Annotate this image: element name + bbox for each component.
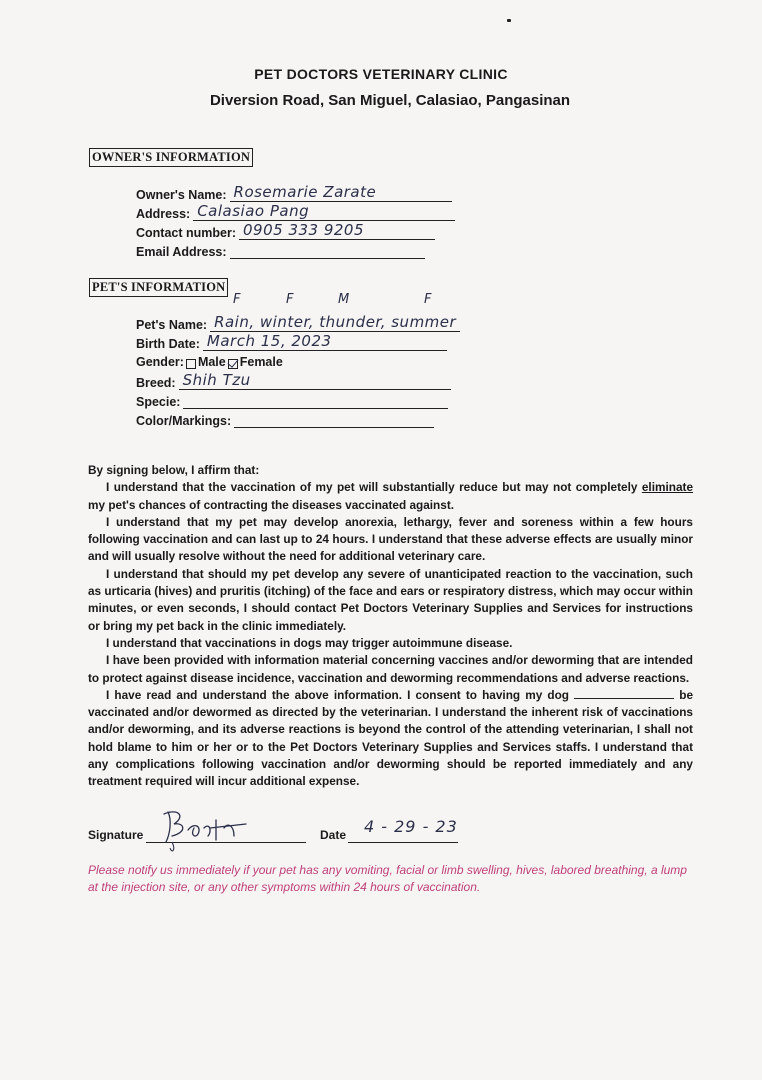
pet-specie-label: Specie: [136,395,181,409]
clinic-name: PET DOCTORS VETERINARY CLINIC [254,66,508,82]
post-vaccination-notice: Please notify us immediately if your pet has any vomiting, facial or limb swelling, hives, labored breathing, a lump at the injection site, or any other symptoms within 24 hours of vaccination. [88,863,687,894]
pet-birth-line[interactable] [203,332,447,351]
signature-scribble [150,806,260,856]
owner-email-field [136,243,425,259]
owner-address-field [136,202,455,221]
owner-name-line[interactable] [230,183,452,202]
gender-female-label: Female [239,355,283,369]
pet-birth-value: March 15, 2023 [206,332,332,350]
clinic-address: Diversion Road, San Miguel, Calasiao, Pangasinan [209,92,571,109]
owner-email-label: Email Address: [136,245,227,259]
pet-gender-field [136,355,283,369]
owner-section-title: OWNER'S INFORMATION [89,148,253,167]
date-label: Date [320,828,347,842]
date-value: 4 - 29 - 23 [364,817,458,836]
pet-name-label: Pet's Name: [136,318,208,332]
owner-name-label: Owner's Name: [136,188,227,202]
gender-male-label: Male [197,355,226,369]
pet-name-value: Rain, winter, thunder, summer [214,313,457,331]
gender-male-checkbox[interactable] [186,359,196,369]
pet-name-field [136,313,460,332]
affirmation-paragraph-6: I have read and understand the above information. I consent to having my dog be vaccinated and/or dewormed as directed by the veterinarian. I understand the inherent risk of vaccinations and/or deworming, and its adverse reactions is beyond the control of the attending veterinarian, I shall not hold blame to him or her or to the Pet Doctors Veterinary Supplies and Services staffs. I understand that any complications following vaccination and/or deworming should be reported immediately and any treatment required will incur additional expense. [88,687,694,789]
owner-contact-line[interactable] [239,221,435,240]
owner-contact-value: 0905 333 9205 [243,221,365,239]
owner-email-line[interactable] [230,243,425,259]
pet-breed-line[interactable] [179,371,451,390]
gender-mark-2: F [286,292,294,307]
gender-mark-3: M [338,292,350,307]
pet-section-title: PET'S INFORMATION [89,278,228,297]
gender-mark-4: F [424,292,432,307]
signature-label: Signature [88,828,144,842]
stray-mark [507,19,511,22]
pet-color-line[interactable] [234,412,434,428]
affirmation-intro: By signing below, I affirm that: [88,463,260,477]
affirmation-text [88,462,693,791]
affirmation-paragraph-2: I understand that my pet may develop anorexia, lethargy, fever and soreness within a few hours following vaccination and can last up to 24 hours. I understand that these adverse effects are usually minor and will usually resolve without the need for additional veterinary care. [88,514,693,564]
signature-row [88,817,693,850]
gender-mark-1: F [233,292,241,307]
pet-breed-field [136,371,451,390]
affirmation-paragraph-4: I understand that vaccinations in dogs may trigger autoimmune disease. [106,635,513,650]
owner-address-label: Address: [136,207,191,221]
pet-gender-annotations [228,292,478,306]
pet-breed-value: Shih Tzu [182,371,251,389]
owner-name-field [136,183,452,202]
date-line[interactable] [348,842,458,843]
gender-female-checkbox[interactable] [228,359,238,369]
pet-birth-field [136,332,447,351]
owner-name-value: Rosemarie Zarate [233,183,377,201]
owner-contact-label: Contact number: [136,226,236,240]
pet-breed-label: Breed: [136,376,176,390]
pet-birth-label: Birth Date: [136,337,200,351]
owner-contact-field [136,221,435,240]
owner-address-line[interactable] [193,202,455,221]
pet-name-line[interactable] [210,313,460,332]
dog-name-blank[interactable] [574,687,674,699]
pet-specie-field [136,393,448,409]
pet-gender-label: Gender: [136,355,184,369]
affirmation-paragraph-3: I understand that should my pet develop any severe of unanticipated reaction to the vaccination, such as urticaria (hives) and pruritis (itching) of the face and ears or respiratory distress, which may occur within minutes, or even seconds, I should contact Pet Doctors Veterinary Supplies and Services for instructions or bring my pet back in the clinic immediately. [88,566,693,633]
pet-color-label: Color/Markings: [136,414,232,428]
pet-specie-line[interactable] [183,393,448,409]
affirmation-paragraph-1: I understand that the vaccination of my pet will substantially reduce but may not completely eliminate my pet's chances of contracting the diseases vaccinated against. [88,480,693,512]
owner-address-value: Calasiao Pang [197,202,310,220]
affirmation-paragraph-5: I have been provided with information material concerning vaccines and/or deworming that are intended to protect against disease incidence, vaccination and deworming recommendations and adverse reactions. [88,653,693,685]
pet-color-field [136,412,434,428]
